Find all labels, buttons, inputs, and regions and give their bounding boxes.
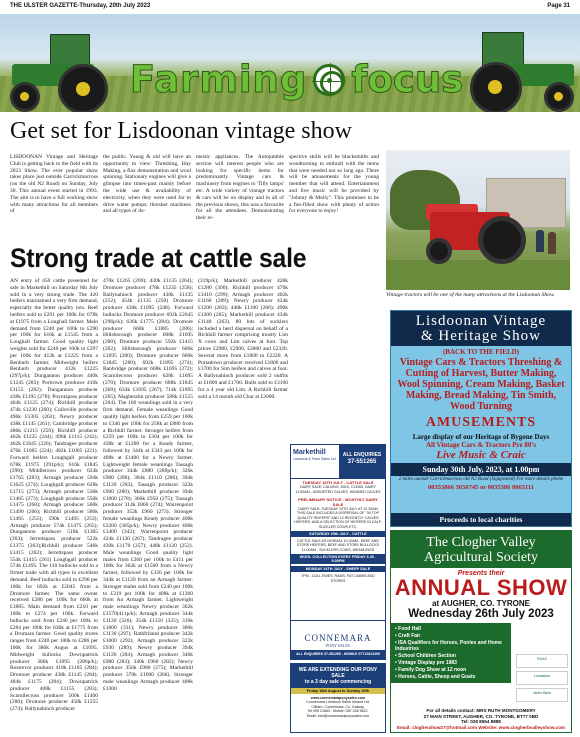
photo-caption: Vintage tractors will be one of the many attractions at the Lisdoonan Show.	[386, 292, 555, 298]
connemara-logo-sub: PONY SALES	[326, 642, 350, 648]
page-header	[10, 3, 570, 13]
markethill-band-3: MONDAY 24TH JULY - SHEEP SALE	[291, 566, 385, 572]
headline-vintage-show: Get set for Lisdoonan vintage show	[10, 118, 352, 144]
headline-cattle-sale: Strong trade at cattle sale	[10, 243, 307, 273]
markethill-band-1-text: CATTLE SALE AS NORMAL 10.30AM - BEEF AND STORE HEIFERS, BEEF AND STORE BULLOCKS 11.00AM - SUCKLERS COWS, WEANLINGS	[296, 539, 380, 552]
lisdoonan-phones: 00353866 3650745 or 0035386 8065111	[427, 484, 535, 491]
lisdoonan-date: Sunday 30th July, 2023, at 1.00pm	[391, 463, 571, 476]
vintage-paragraph: LISDOONAN Vintage and Heritage Club is getting back to the field with its 2023 Show. The ever popular show takes place just outside Carrickmacross (on the old N2 Road) on Sunday, July 30. This annual event started in 1993. The aim is to have a full working show with many attractions for all members of	[10, 154, 98, 215]
publication-line: THE ULSTER GAZETTE-Thursday, 20th July 2023	[10, 3, 151, 9]
sponsor-logo: Ulster Bank	[516, 688, 568, 702]
markethill-sale-2: PRELIMINARY NOTICE - MONTHLY DAIRY SALE DAIRY SALE: TUESDAY 10TH JULY AT 12.30AM THIS SALE INCLUDES A DISPERSAL OF "30 TOP QUALITY HEIFERS" AND 12 RECENTLY CALVED HEIFERS, AND A SELECTION OF HEIFERS IN CALF, SUCKLER COWS ETC.	[294, 497, 382, 529]
list-item: • Food Hall	[395, 626, 507, 633]
list-item: • Family Dog Show at 12 noon	[395, 667, 507, 674]
markethill-enquiries: ALL ENQUIRIES 37-551265	[339, 445, 385, 478]
vintage-paragraph: the public. Young & old will have an opportunity to view: Threshing, Hay Making, a flax demonstration and wool spinning. Stationary engines will give a glimpse into times-past mainly before the wide use & availability of electricity, when they were used for to drive water pumps; thresher machines and all types of do-	[103, 154, 191, 215]
clogher-title: The Clogher Valley Agricultural Society	[391, 531, 571, 568]
clogher-attractions-list	[391, 623, 511, 683]
banner-word-farming: Farming	[130, 58, 308, 101]
connemara-logo	[290, 620, 386, 660]
clogher-presents: Presents their	[457, 570, 505, 577]
sponsor-logos	[516, 654, 568, 702]
vintage-paragraph: spective skills will be blacksmiths and woodturning to enthrall with the items that were needed not so long ago. There will be amusements for the young member that will attend. Entertainment and live music will be provided by "Johnny & Molly". This promises to be a fun-filled show with plenty of action for everyone to enjoy!	[289, 154, 379, 215]
lisdoonan-tagline: (BACK TO THE FIELD)	[442, 348, 520, 356]
cattle-paragraph: (319p/k); Markethill producer 428k £1280 (300); Richhill producer 470k £1410 (299); Armagh producer 402k £1160 (289); Newry producer 424k £1200 (283); 448k £1100 (266); 490k £1300 (265); Markethill producer 434k £1140 (263). 80 lots of sucklers included a herd dispersal on behalf of a Richhill farmer comprising mostly Lim X cows and Lim calves at foot. Top prices £2980, £2900, £2800 and £2320. Several more from £1800 to £2220. A Portadown producer received £1800 and £1700 for Sim heifers and calves at foot. A Ballynahinch producer sold 2 outfits at £1800 and £1700. Bulls sold to £3100 for a 4 year old Lim. A Richhill farmer sold a 14 month old Char at £2000.	[198, 278, 288, 400]
vintage-article-col-4	[289, 154, 379, 240]
lisdoonan-music: Live Music & Craic	[436, 449, 526, 461]
sponsor-logo: RUAS	[516, 654, 568, 668]
clogher-date: Wednesday 26th July 2023	[408, 608, 554, 620]
banner-title	[130, 58, 463, 101]
list-item: • ISA Qualifiers for Horses, Ponies and Home Industries	[395, 640, 507, 654]
lisdoonan-directions: 2 miles outside Carrickmacross old N2 Road (Signposted) For more details phone	[398, 477, 564, 482]
markethill-band-3-text: 7PM - CULL EWES, RAMS, FAT LAMBS AND STORES	[301, 574, 375, 583]
connemara-advert	[290, 663, 386, 733]
cattle-article-col-1	[10, 278, 98, 733]
lisdoonan-amusements: AMUSEMENTS	[425, 415, 537, 430]
clogher-contact: For all details contact: MRS RUTH MONTGOMERY 27 MAIN STREET, AUGHER, CO. TYRONE, BT77 0BD Tel: 028 8554 8888 Email: clogherahow27@hotmail.com Website: www.clogherbvalleyshow.com	[397, 708, 565, 730]
connemara-headline: WE ARE EXTENDING OUR PONY SALE to a 3 day sale commencing	[291, 664, 385, 688]
lisdoonan-features: Vintage Cars & Tractors Threshing & Cutting of Harvest, Butter Making, Wool Spinning, Cream Making, Basket Making, Bread Making, Tin Smith, Wood Turning	[397, 357, 565, 412]
vintage-paragraph: mestic appliances. The Autojumble section will interest people who are looking for specific items for predominantly Vintage cars & machinery from engines to 'Tilly lamps' etc. A wide variety of vintage tractors & cars will be on display and in all of the previous shows, this was a favourite for all the attendees. Demonstrating their re-	[196, 154, 284, 222]
crosshair-target-icon	[313, 64, 345, 96]
lisdoonan-prices: All Vintage Cars & Tractors Pre 80's	[425, 441, 537, 449]
page-number: Page 31	[547, 3, 570, 9]
vintage-article-col-1	[10, 154, 98, 240]
connemara-contact: www.connemaraponysales.com Connemara Livestock Sales Ireland Ltd. Clifden, Connemara, Co. Galway. Tel 095 21863 . Mobile: 087 248 5622. Email: info@connemaraponysales.com	[306, 696, 370, 718]
vintage-article-col-2	[103, 154, 191, 240]
clogher-location: at AUGHER, CO. TYRONE	[432, 599, 530, 608]
cattle-article-col-3	[198, 278, 288, 440]
list-item: • Horses, Cattle, Sheep and Goats	[395, 674, 507, 681]
lisdoonan-title: Lisdoonan Vintage & Heritage Show	[391, 311, 571, 346]
tractor-left-image	[6, 34, 116, 112]
list-item: • Vintage Display pre 1983	[395, 660, 507, 667]
lisdoonan-show-advert	[390, 310, 572, 527]
markethill-footer: ALL ENQUIRIES 37-551265 - MOBILE 07712612499	[291, 650, 385, 658]
clogher-show-advert	[390, 530, 572, 733]
list-item: • Craft Fair	[395, 633, 507, 640]
clogher-annual-show: ANNUAL SHOW	[394, 575, 568, 600]
sponsor-logo: Lisnaskea	[516, 671, 568, 685]
lisdoonan-proceeds: Proceeds to local charities	[391, 513, 571, 526]
tractor-right-image	[468, 32, 578, 112]
cattle-article-col-2	[103, 278, 193, 733]
cattle-paragraph: 470k £1265 (269); 430k £1135 (264); Dromore producer 478k £1235 (258); Ballynahinch producer 430k £1135 (252); 454k £1135 (250) Dromore producer 430k £1095 (248). Forward bullocks Dromore producer 692k £2045 (296p/k); 636k £1775 (284); Dromore producer 660k £1885 (286); Hillsborough producer 608k £1695 (280); Dromore producer 592k £1415 (262); Hillsborough producer 606k £1695 (280); Dromore producer 660k £1845 (280); 692k £1895 (274); Banbridge producer 608k £1695 (272); Scarnilecross producer 628k £1695 (270); Dromore producer 688k £1845 (269); 634k £1695 (267); 714k £1895 (265); Magheralin producer 588k £1555 (264). The 160 weanlings sold in a very firm demand. Female weanlings Good quality light heifers from £259 per 100k to £346 per 100k for 258k at £880 from a Richhill farmer. Stronger heifers from £259 per 100k to £304 per 100k for 438k at £1200 for a Keady farmer, followed by 344k at £343 per 100k for 408k at £1400 for a Newry farmer. Lightweight female weanlings Tassagh producer 344k £880 (289p/k); 326k £900 (288); 384k £1110 (286); 394k £1120 (283); Tassagh producer 322k £900 (280); Markethill producer 394k £1000 (278); 366k £950 (275); Tassagh producer 314k £860 (274); Warrenpoint producer 352k £960 (273). Stronger female weanlings Keady producer 408k £2200 (305p/k); Newry producer 408k £1400 (343); Warrenpoint producer 424k £1130 (267); Tandragee producer 430k £1170 (257); 448k £1120 (252). Male weanlings Good quality light males from £260 per 100k to £411 per 100k for 362k at £1500 from a Newry farmer, followed by £326 per 100k for 344k at £1120 from an Armagh farmer. Stronger males sold from £240 per 100k to £319 per 100k for 408k at £1300 from An Armagh farmer. Lightweight male weanlings Newry producer 362k £1570(411p/k); Armagh producer 344k £1120 (326); 354k £1150 (325); 310k £1000 (311); Newry producer 380k £1130 (297); Rathfriland producer 342k £1000 (292); Armagh producer 322k £930 (289); Newry producer 394k £1120 (284); Armagh producer 346k £980 (283); 340k £960 (282); Newry producer 356k £980 (275); Markethill producer 370k £1000 (266). Stronger male weanlings Armagh producer 408k £1300	[103, 278, 193, 692]
markethill-band-1: SATURDAY 29th JULY - CATTLE	[291, 531, 385, 537]
list-item: • School Children Section	[395, 653, 507, 660]
markethill-logo: Markethill Livestock & Farm Sales Ltd	[293, 449, 336, 461]
vintage-article-col-3	[196, 154, 284, 240]
connemara-dates: Friday 18th August to Sunday 20th	[291, 688, 385, 694]
connemara-logo-text: CONNEMARA	[304, 632, 372, 643]
lisdoonan-display: Large display of our Heritage of Bygone Days	[412, 433, 550, 441]
farming-focus-banner	[0, 14, 580, 112]
banner-word-focus: focus	[351, 58, 464, 101]
markethill-sale-1: TUESDAY 18TH JULY - CATTLE SALE DAIRY SALE: CALVING, MILK, CLEAN, DAIRY 11:00AM - UNSORTED CALVES, WEANED CALVES	[295, 480, 381, 494]
markethill-band-2: WOOL COLLECTION EVERY FRIDAY 6.30 - 9.00PM	[291, 554, 385, 564]
cattle-paragraph: AN entry of 450 cattle presented for sale in Markethill on Saturday 8th July sold in a very strong trade. The 420 heifers maintained a very firm demand, especially the better quality lots. Beef heifers sold to £291 per 100k for 678k at £1975 from a Loughall farmer. Main demand from £240 per 100k to £290 per 100k for 616k at £1545 from a Loughall farmer. Good quality light weights sold for £240 per 100k to £297 per 100k for 412k at £1225 from a Benburb farmer. Midweight heifers Benburb producer 412k £1225 (297p/k); Dungannon producer 440k £1245 (283); Portrown producer 410k £1155 (282); Dungannon producer 438k £1195 (278); Poyntzpass producer 464k £1125 (274); Richhill producer 474k £1230 (260); Culloville producer 496k £1305 (262); Newry producer 438k £1145 (261); Cambridge producer 486k £1215 (250); Richhill producer 462k £1225 (244); 496k £1115 (242); 462k £1045 (226); Tandragee producer 476k £1065 (224); 482k £1065 (221). Forward heifers Loughgall producer 678k £1975 (291p/k); 616k £1845 (290); Middletown producer 624k £1765 (283); Armagh producer 594k £1625 (274); Loughgall producer 628k £1715 (273); Armagh producer 536k £1465 (273); Loughgall producer 550k £1475 (268); Armagh producer 560k £1490 (266); Richhill producer 586k £1495 (255); 590k £1495 (253); Armagh producer 574k £1475 (265); Dungannon producer 518k £1365 (263); Jerrettspass producer 522k £1375 (263);Richhill producer 546k £1415 (262); Jerrettspass producer 554k £1415 (261) Loughgall producer 574k £1495. The 110 bullocks sold in a firmer trade with all types in excellent demand. Beef bullocks sold to £296 per 100k for 692k at £2045 from a Dromore farmer. The same owner received £286 per 100k for 660k at £1885. Main demand from £210 per 100k to £274 per 100k. Forward bullocks sold from £240 per 100k to £284 per 100k for 636k at £1775 from a Dromara farmer. Good quality stores ranges from £240 per 100k to £286 per 100k for 380k Augus at £1095. Midweight bullocks Downpatrick producer 380k £1095 (286p/k); Rostrevor producer 418k £1185 (284); Dromore producer 438k £1145 (284); 484k £1175 (284); Downpatrick producer 408k £1155 (283); Scarnilecross producer 500k £1400 (280); Dromore producer 458k £1255 (274); Ballynahinch producer	[10, 278, 98, 713]
red-tractor-photo	[386, 150, 570, 290]
